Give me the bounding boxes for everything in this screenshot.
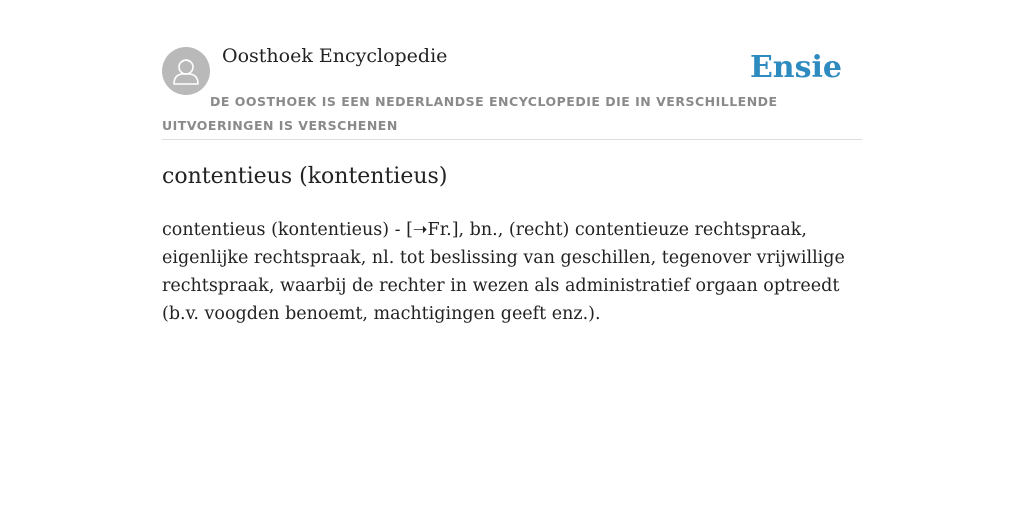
- user-icon: [162, 47, 210, 95]
- entry-headword: contentieus (kontentieus): [162, 164, 448, 189]
- avatar[interactable]: [162, 47, 210, 95]
- site-title[interactable]: Oosthoek Encyclopedie: [222, 45, 448, 67]
- header-divider: [162, 139, 862, 140]
- entry-definition: contentieus (kontentieus) - [➝Fr.], bn., (recht) contentieuze rechtspraak, eigenlijke rechtspraak, nl. tot beslissing van geschillen, tegenover vrijwillige rechtspraak, waarbij de rechter in wezen als administratief orgaan optreedt (b.v. voogden benoemt, machtigingen geeft enz.).: [162, 220, 845, 324]
- site-tagline: DE OOSTHOEK IS EEN NEDERLANDSE ENCYCLOPEDIE DIE IN VERSCHILLENDE UITVOERINGEN IS VERSCHENEN: [162, 94, 778, 133]
- brand-logo[interactable]: Ensie: [749, 50, 842, 85]
